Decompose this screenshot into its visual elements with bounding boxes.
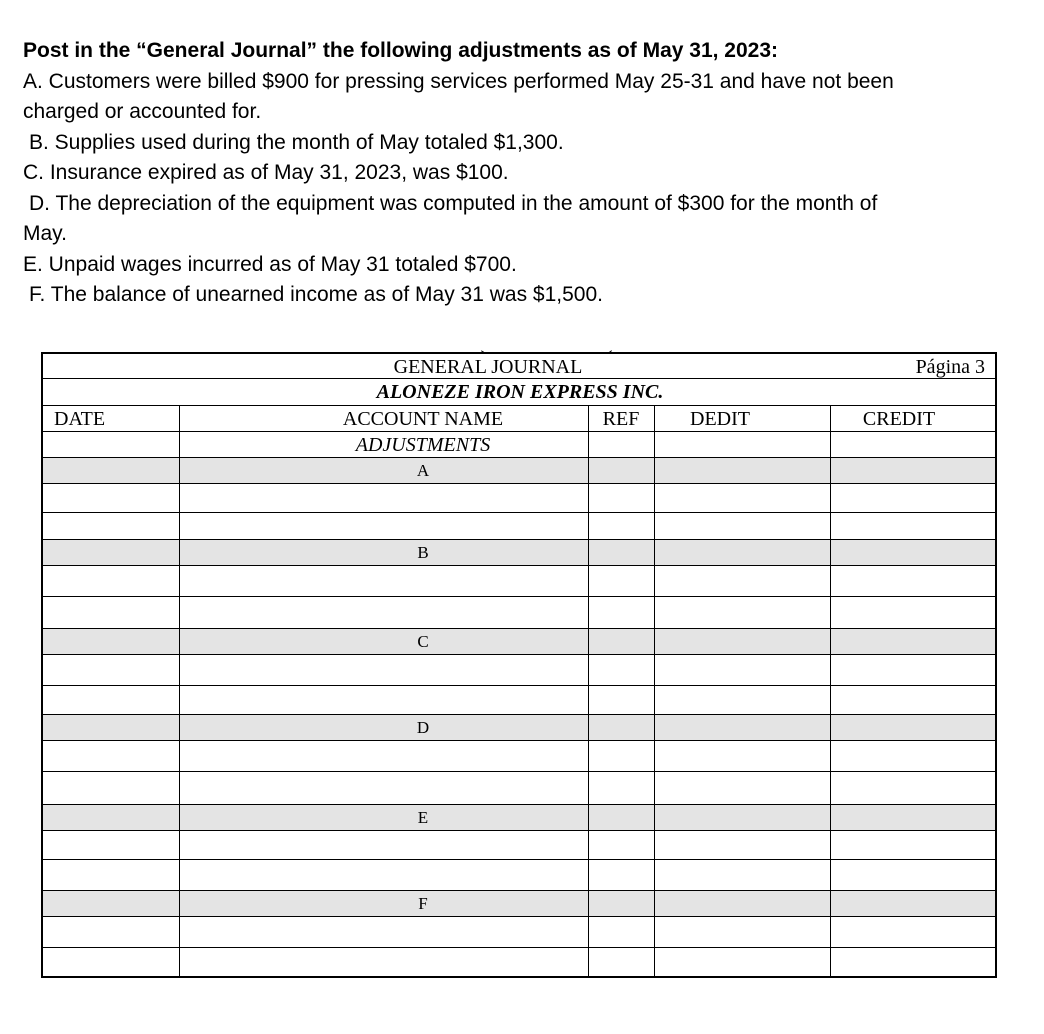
entry-label-f: F (418, 894, 428, 913)
rule (43, 685, 995, 686)
instructions (23, 36, 1023, 311)
rule (43, 916, 995, 917)
entry-row-d-shade (43, 715, 995, 740)
instruction-a-line-2: charged or accounted for. (23, 100, 262, 123)
instruction-a-line-1: A. Customers were billed $900 for pressing services performed May 25-31 and have not been (23, 69, 894, 93)
rule (43, 714, 995, 715)
ref-header: REF (602, 408, 640, 430)
entry-row-c-shade (43, 629, 995, 654)
rule (43, 890, 995, 891)
scan-mark (609, 350, 612, 353)
rule (43, 565, 995, 566)
entry-label-a: A (416, 461, 430, 480)
company-name: ALONEZE IRON EXPRESS INC. (376, 381, 664, 403)
scan-mark (481, 350, 484, 352)
debit-header: DEDIT (690, 408, 750, 430)
entry-row-b-shade (43, 540, 995, 565)
rule (43, 539, 995, 540)
credit-header: CREDIT (862, 408, 936, 430)
rule (43, 830, 995, 831)
rule (43, 947, 995, 948)
instructions-title: Post in the “General Journal” the following adjustments as of May 31, 2023: (23, 39, 779, 62)
rule (43, 457, 995, 458)
account-name-header: ACCOUNT NAME (342, 408, 504, 430)
general-journal-form (41, 352, 997, 978)
instruction-d-line-2: May. (23, 222, 67, 245)
rule (43, 378, 995, 379)
journal-title: GENERAL JOURNAL (393, 356, 583, 378)
adjustments-heading: ADJUSTMENTS (355, 434, 491, 456)
rule (43, 628, 995, 629)
column-rule-account (588, 405, 589, 976)
entry-label-d: D (416, 718, 430, 737)
rule (43, 483, 995, 484)
rule (43, 771, 995, 772)
instruction-d-line-1: D. The depreciation of the equipment was computed in the amount of $300 for the month of (29, 191, 878, 215)
column-rule-date (179, 405, 180, 976)
rule (43, 431, 995, 432)
entry-row-f-shade (43, 891, 995, 916)
rule (43, 740, 995, 741)
rule (43, 654, 995, 655)
entry-row-a-shade (43, 458, 995, 483)
instruction-b: B. Supplies used during the month of May totaled $1,300. (29, 130, 564, 154)
entry-label-c: C (417, 632, 429, 651)
instruction-f: F. The balance of unearned income as of May 31 was $1,500. (29, 283, 603, 306)
rule (43, 512, 995, 513)
page-number: Página 3 (915, 356, 985, 378)
rule (43, 596, 995, 597)
entry-row-e-shade (43, 805, 995, 830)
date-header: DATE (54, 408, 106, 430)
instruction-e: E. Unpaid wages incurred as of May 31 totaled $700. (23, 252, 517, 276)
entry-label-b: B (417, 543, 429, 562)
rule (43, 804, 995, 805)
instruction-c: C. Insurance expired as of May 31, 2023, was $100. (23, 161, 509, 184)
rule (43, 405, 995, 406)
entry-label-e: E (417, 808, 429, 827)
column-rule-ref (654, 405, 655, 976)
column-rule-debit (830, 405, 831, 976)
rule (43, 859, 995, 860)
